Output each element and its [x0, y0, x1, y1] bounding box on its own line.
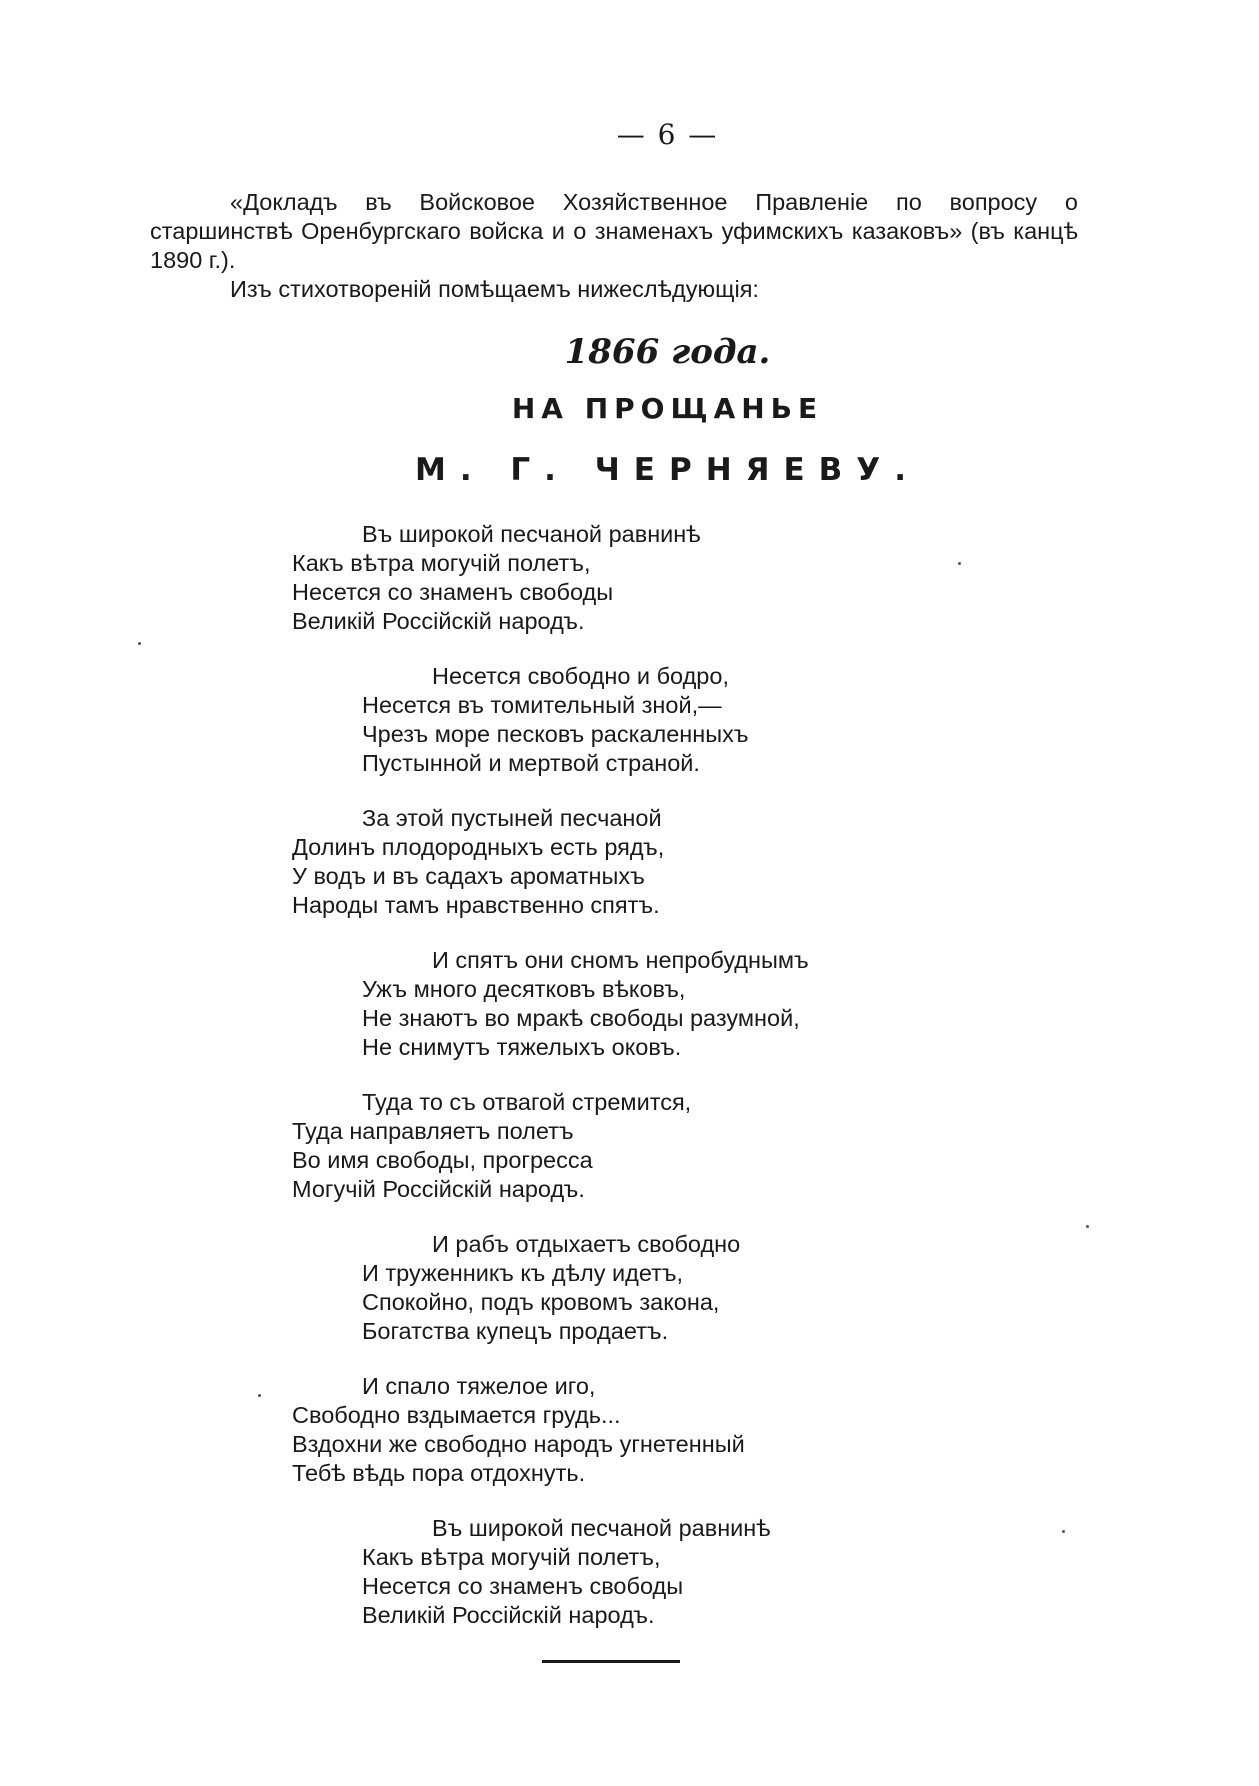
poem-line: Ужъ много десятковъ вѣковъ, — [362, 976, 686, 1002]
poem-line: Свободно вздымается грудь... — [292, 1402, 621, 1428]
poem-line: Въ широкой песчаной равнинѣ — [432, 1515, 771, 1541]
poem-line: Вздохни же свободно народъ угнетенный — [292, 1431, 745, 1457]
page-number: — 6 — — [616, 118, 719, 151]
intro-paragraph: Изъ стихотвореній помѣщаемъ нижеслѣдующія: — [230, 276, 759, 302]
poem-line: И спятъ они сномъ непробуднымъ — [432, 947, 809, 973]
stanza — [362, 662, 809, 778]
poem-line: И рабъ отдыхаетъ свободно — [432, 1231, 741, 1257]
print-speck — [258, 1394, 261, 1397]
end-divider — [542, 1660, 680, 1663]
poem-line: Несется со знаменъ свободы — [362, 1573, 684, 1599]
stanza — [362, 1514, 809, 1630]
stanza — [362, 1230, 809, 1346]
heading-dedication: М. Г. ЧЕРНЯЕВУ. — [415, 452, 920, 488]
print-speck — [1086, 1225, 1089, 1228]
poem-line: Спокойно, подъ кровомъ закона, — [362, 1289, 720, 1315]
poem-line: Богатства купецъ продаетъ. — [362, 1318, 669, 1344]
poem-line: Туда то съ отвагой стремится, — [362, 1089, 692, 1115]
heading-year: 1866 года. — [564, 332, 771, 372]
stanza — [292, 1372, 809, 1488]
stanza — [292, 804, 809, 920]
poem-line: Несется въ томительный зной,— — [362, 692, 722, 718]
poem-line: У водъ и въ садахъ ароматныхъ — [292, 863, 645, 889]
poem-line: Не снимутъ тяжелыхъ оковъ. — [362, 1034, 682, 1060]
poem — [292, 520, 809, 1656]
poem-line: Несется свободно и бодро, — [432, 663, 729, 689]
intro-text — [150, 188, 1078, 304]
poem-line: Туда направляетъ полетъ — [292, 1118, 574, 1144]
stanza — [362, 946, 809, 1062]
poem-line: Несется со знаменъ свободы — [292, 579, 614, 605]
poem-line: Въ широкой песчаной равнинѣ — [362, 521, 701, 547]
poem-line: Тебѣ вѣдь пора отдохнуть. — [292, 1460, 586, 1486]
print-speck — [1062, 1530, 1065, 1533]
poem-line: И труженникъ къ дѣлу идетъ, — [362, 1260, 684, 1286]
print-speck — [138, 642, 141, 645]
poem-line: Пустынной и мертвой страной. — [362, 750, 700, 776]
poem-line: Во имя свободы, прогресса — [292, 1147, 593, 1173]
poem-line: Могучій Россійскій народъ. — [292, 1176, 585, 1202]
poem-line: Какъ вѣтра могучій полетъ, — [292, 550, 591, 576]
heading-title: НА ПРОЩАНЬЕ — [511, 392, 824, 425]
print-speck — [958, 562, 961, 565]
poem-line: Не знаютъ во мракѣ свободы разумной, — [362, 1005, 800, 1031]
stanza — [292, 1088, 809, 1204]
poem-line: И спало тяжелое иго, — [362, 1373, 596, 1399]
intro-paragraph: «Докладъ въ Войсковое Хозяйственное Правленіе по вопросу о старшинствѣ Оренбургскаго войска и о знаменахъ уфимскихъ казаковъ» (въ канцѣ 1890 г.). — [150, 189, 1078, 273]
stanza — [292, 520, 809, 636]
poem-line: Народы тамъ нравственно спятъ. — [292, 892, 660, 918]
poem-line: Чрезъ море песковъ раскаленныхъ — [362, 721, 749, 747]
poem-line: Великій Россійскій народъ. — [362, 1602, 655, 1628]
poem-line: Великій Россійскій народъ. — [292, 608, 585, 634]
poem-line: Долинъ плодородныхъ есть рядъ, — [292, 834, 665, 860]
poem-line: За этой пустыней песчаной — [362, 805, 662, 831]
poem-line: Какъ вѣтра могучій полетъ, — [362, 1544, 661, 1570]
